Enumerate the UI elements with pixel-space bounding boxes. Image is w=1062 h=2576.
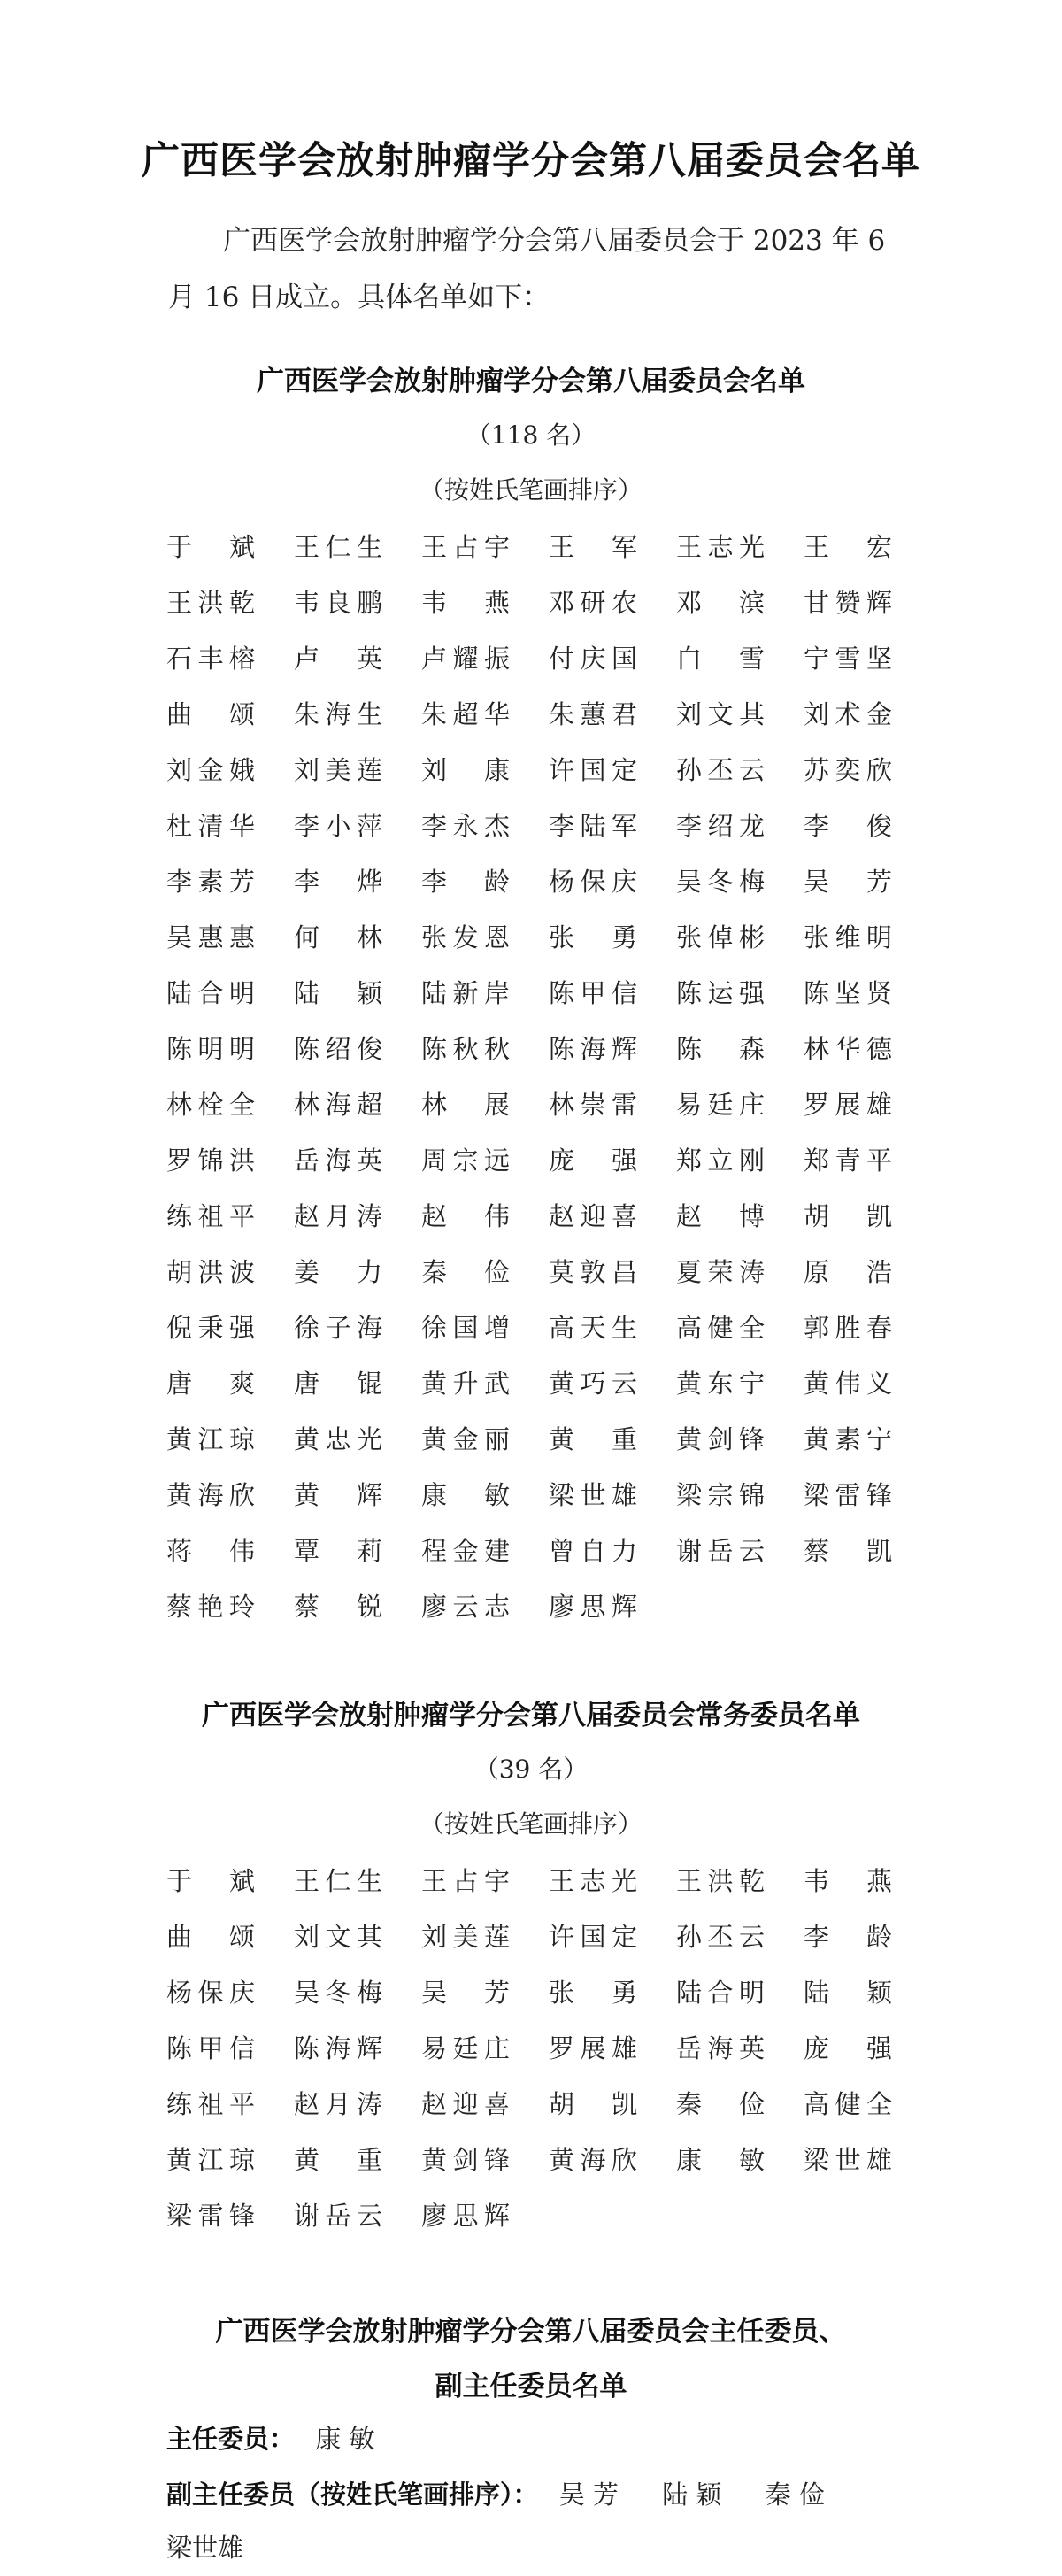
- member-name: 高健全: [804, 2089, 892, 2119]
- standing-title: 广西医学会放射肿瘤学分会第八届委员会常务委员名单: [202, 1700, 860, 1731]
- member-name: 韦良鹏: [294, 588, 382, 618]
- member-name: 黄巧云: [549, 1369, 637, 1399]
- committee-order-note: （按姓氏笔画排序）: [419, 475, 643, 505]
- member-name: 赵 博: [676, 1201, 765, 1231]
- member-name: 岳海英: [676, 2033, 765, 2063]
- member-name: 苏奕欣: [804, 755, 892, 785]
- member-name: 秦 俭: [676, 2089, 765, 2119]
- document-title: 广西医学会放射肿瘤学分会第八届委员会名单: [142, 139, 920, 183]
- member-name: 易廷庄: [421, 2033, 510, 2063]
- member-name: 杨保庆: [166, 1978, 255, 2008]
- member-name: 李永杰: [421, 811, 510, 841]
- committee-count: （118 名）: [466, 420, 596, 450]
- member-name: 赵月涛: [294, 2089, 382, 2119]
- member-name: 林崇雷: [549, 1090, 637, 1120]
- member-name: 夏荣涛: [676, 1257, 765, 1287]
- member-name: 周宗远: [421, 1145, 510, 1176]
- member-name: 黄剑锋: [676, 1424, 765, 1454]
- member-name: 张 勇: [549, 1978, 637, 2008]
- member-name: 黄海欣: [549, 2145, 637, 2175]
- member-name: 于 斌: [166, 1866, 255, 1896]
- member-name: 黄东宁: [676, 1369, 765, 1399]
- member-name: 黄 重: [549, 1424, 637, 1454]
- member-name: 黄金丽: [421, 1424, 510, 1454]
- member-name: 张 勇: [549, 922, 637, 953]
- member-name: 胡 凯: [549, 2089, 637, 2119]
- member-name: 黄升武: [421, 1369, 510, 1399]
- standing-count: （39 名）: [473, 1755, 589, 1784]
- member-name: 蒋 伟: [166, 1536, 255, 1566]
- member-name: 梁雷锋: [804, 1480, 892, 1510]
- member-name: 徐国增: [421, 1313, 510, 1343]
- member-name: 曾自力: [549, 1536, 637, 1566]
- member-name: 吴冬梅: [294, 1978, 382, 2008]
- member-name: 杨保庆: [549, 867, 637, 897]
- member-name: 谢岳云: [676, 1536, 765, 1566]
- member-name: 吴 芳: [421, 1978, 510, 2008]
- member-name: 李小萍: [294, 811, 382, 841]
- member-name: 陈运强: [676, 978, 765, 1008]
- member-name: 原 浩: [804, 1257, 892, 1287]
- member-name: 康 敏: [676, 2145, 765, 2175]
- member-name: 林 展: [421, 1090, 510, 1120]
- member-name: 王仁生: [294, 532, 382, 562]
- member-name: 陆合明: [676, 1978, 765, 2008]
- member-name: 廖思辉: [421, 2201, 510, 2231]
- member-name: 程金建: [421, 1536, 510, 1566]
- member-name: 卢 英: [294, 644, 382, 674]
- member-name: 黄伟义: [804, 1369, 892, 1399]
- chair-row: [166, 2419, 963, 2456]
- chair-name: 康 敏: [315, 2424, 375, 2454]
- member-name: 岳海英: [294, 1145, 382, 1176]
- member-name: 吴冬梅: [676, 867, 765, 897]
- member-name: 谢岳云: [294, 2201, 382, 2231]
- vice-chair-name: 陆 颖: [662, 2480, 722, 2510]
- member-name: 陈绍俊: [294, 1034, 382, 1064]
- member-name: 吴 芳: [804, 867, 892, 897]
- member-name: 王洪乾: [676, 1866, 765, 1896]
- vice-chair-label: 副主任委员（按姓氏笔画排序）：: [166, 2480, 539, 2510]
- member-name: 陈秋秋: [421, 1034, 510, 1064]
- member-name: 梁世雄: [804, 2145, 892, 2175]
- member-name: 陈坚贤: [804, 978, 892, 1008]
- member-name: 蔡艳玲: [166, 1592, 255, 1622]
- vice-chair-name: 梁世雄: [166, 2533, 244, 2563]
- member-name: 卢耀振: [421, 644, 510, 674]
- member-name: 刘术金: [804, 699, 892, 729]
- member-name: 曲 颂: [166, 1922, 255, 1952]
- member-name: 甘赞辉: [804, 588, 892, 618]
- standing-member-grid: [166, 1854, 901, 2244]
- member-name: 黄 重: [294, 2145, 382, 2175]
- member-name: 刘 康: [421, 755, 510, 785]
- member-name: 高健全: [676, 1313, 765, 1343]
- member-name: 罗展雄: [804, 1090, 892, 1120]
- chair-label: 主任委员：: [166, 2424, 296, 2454]
- member-name: 黄素宁: [804, 1424, 892, 1454]
- member-name: 李素芳: [166, 867, 255, 897]
- member-name: 李 烨: [294, 867, 382, 897]
- member-name: 邓 滨: [676, 588, 765, 618]
- member-name: 王志光: [676, 532, 765, 562]
- member-name: 李 龄: [804, 1922, 892, 1952]
- member-name: 黄海欣: [166, 1480, 255, 1510]
- member-name: 林海超: [294, 1090, 382, 1120]
- member-name: 陆 颖: [804, 1978, 892, 2008]
- member-name: 林华德: [804, 1034, 892, 1064]
- member-name: 王 军: [549, 532, 637, 562]
- leaders-title-line2: 副主任委员名单: [435, 2371, 627, 2402]
- member-name: 姜 力: [294, 1257, 382, 1287]
- member-name: 刘金娥: [166, 755, 255, 785]
- member-name: 李 龄: [421, 867, 510, 897]
- member-name: 唐 锟: [294, 1369, 382, 1399]
- member-name: 赵 伟: [421, 1201, 510, 1231]
- member-name: 郑立刚: [676, 1145, 765, 1176]
- member-name: 郭胜春: [804, 1313, 892, 1343]
- member-name: 蔡 锐: [294, 1592, 382, 1622]
- member-name: 倪秉强: [166, 1313, 255, 1343]
- member-name: 罗展雄: [549, 2033, 637, 2063]
- vice-chair-name: 吴 芳: [558, 2480, 619, 2510]
- member-name: 张维明: [804, 922, 892, 953]
- member-name: 朱海生: [294, 699, 382, 729]
- member-name: 刘文其: [294, 1922, 382, 1952]
- member-name: 朱超华: [421, 699, 510, 729]
- member-name: 孙丕云: [676, 755, 765, 785]
- member-name: 胡洪波: [166, 1257, 255, 1287]
- member-name: 梁世雄: [549, 1480, 637, 1510]
- member-name: 李陆军: [549, 811, 637, 841]
- member-name: 练祖平: [166, 1201, 255, 1231]
- member-name: 石丰榕: [166, 644, 255, 674]
- member-name: 杜清华: [166, 811, 255, 841]
- member-name: 付庆国: [549, 644, 637, 674]
- member-name: 罗锦洪: [166, 1145, 255, 1176]
- member-name: 陈海辉: [294, 2033, 382, 2063]
- intro-paragraph: 广西医学会放射肿瘤学分会第八届委员会于 2023 年 6 月 16 日成立。具体名单如下：: [168, 225, 886, 313]
- member-name: 韦 燕: [421, 588, 510, 618]
- committee-member-grid: [166, 520, 901, 1635]
- member-name: 许国定: [549, 1922, 637, 1952]
- member-name: 李 俊: [804, 811, 892, 841]
- member-name: 王志光: [549, 1866, 637, 1896]
- member-name: 王洪乾: [166, 588, 255, 618]
- member-name: 秦 俭: [421, 1257, 510, 1287]
- member-name: 蔡 凯: [804, 1536, 892, 1566]
- member-name: 陆新岸: [421, 978, 510, 1008]
- member-name: 梁宗锦: [676, 1480, 765, 1510]
- member-name: 黄忠光: [294, 1424, 382, 1454]
- member-name: 陈 森: [676, 1034, 765, 1064]
- member-name: 韦 燕: [804, 1866, 892, 1896]
- member-name: 黄剑锋: [421, 2145, 510, 2175]
- member-name: 徐子海: [294, 1313, 382, 1343]
- member-name: 覃 莉: [294, 1536, 382, 1566]
- member-name: 王占宇: [421, 1866, 510, 1896]
- member-name: 刘文其: [676, 699, 765, 729]
- member-name: 康 敏: [421, 1480, 510, 1510]
- member-name: 郑青平: [804, 1145, 892, 1176]
- leaders-title-line1: 广西医学会放射肿瘤学分会第八届委员会主任委员、: [215, 2316, 847, 2348]
- member-name: 赵月涛: [294, 1201, 382, 1231]
- member-name: 王 宏: [804, 532, 892, 562]
- member-name: 练祖平: [166, 2089, 255, 2119]
- member-name: 赵迎喜: [421, 2089, 510, 2119]
- member-name: 刘美莲: [294, 755, 382, 785]
- member-name: 王仁生: [294, 1866, 382, 1896]
- vice-chair-row-wrap: [166, 2528, 963, 2564]
- member-name: 邓研农: [549, 588, 637, 618]
- member-name: 于 斌: [166, 532, 255, 562]
- member-name: 庞 强: [804, 2033, 892, 2063]
- member-name: 黄江琼: [166, 2145, 255, 2175]
- member-name: 廖云志: [421, 1592, 510, 1622]
- member-name: 林栓全: [166, 1090, 255, 1120]
- member-name: 黄江琼: [166, 1424, 255, 1454]
- member-name: 胡 凯: [804, 1201, 892, 1231]
- member-name: 陈海辉: [549, 1034, 637, 1064]
- member-name: 高天生: [549, 1313, 637, 1343]
- vice-chair-name: 秦 俭: [765, 2480, 825, 2510]
- member-name: 易廷庄: [676, 1090, 765, 1120]
- member-name: 朱蕙君: [549, 699, 637, 729]
- member-name: 陆 颖: [294, 978, 382, 1008]
- vice-chair-row: [166, 2475, 963, 2511]
- member-name: 梁雷锋: [166, 2201, 255, 2231]
- member-name: 陈甲信: [549, 978, 637, 1008]
- member-name: 陈明明: [166, 1034, 255, 1064]
- member-name: 刘美莲: [421, 1922, 510, 1952]
- member-name: 陈甲信: [166, 2033, 255, 2063]
- member-name: 黄 辉: [294, 1480, 382, 1510]
- member-name: 廖思辉: [549, 1592, 637, 1622]
- member-name: 陆合明: [166, 978, 255, 1008]
- committee-title: 广西医学会放射肿瘤学分会第八届委员会名单: [257, 366, 805, 397]
- member-name: 曲 颂: [166, 699, 255, 729]
- member-name: 张倬彬: [676, 922, 765, 953]
- member-name: 孙丕云: [676, 1922, 765, 1952]
- member-name: 吴惠惠: [166, 922, 255, 953]
- standing-order-note: （按姓氏笔画排序）: [419, 1809, 643, 1839]
- member-name: 许国定: [549, 755, 637, 785]
- member-name: 李绍龙: [676, 811, 765, 841]
- member-name: 庞 强: [549, 1145, 637, 1176]
- member-name: 赵迎喜: [549, 1201, 637, 1231]
- member-name: 唐 爽: [166, 1369, 255, 1399]
- member-name: 白 雪: [676, 644, 765, 674]
- member-name: 何 林: [294, 922, 382, 953]
- member-name: 宁雪坚: [804, 644, 892, 674]
- member-name: 王占宇: [421, 532, 510, 562]
- member-name: 张发恩: [421, 922, 510, 953]
- member-name: 莫敦昌: [549, 1257, 637, 1287]
